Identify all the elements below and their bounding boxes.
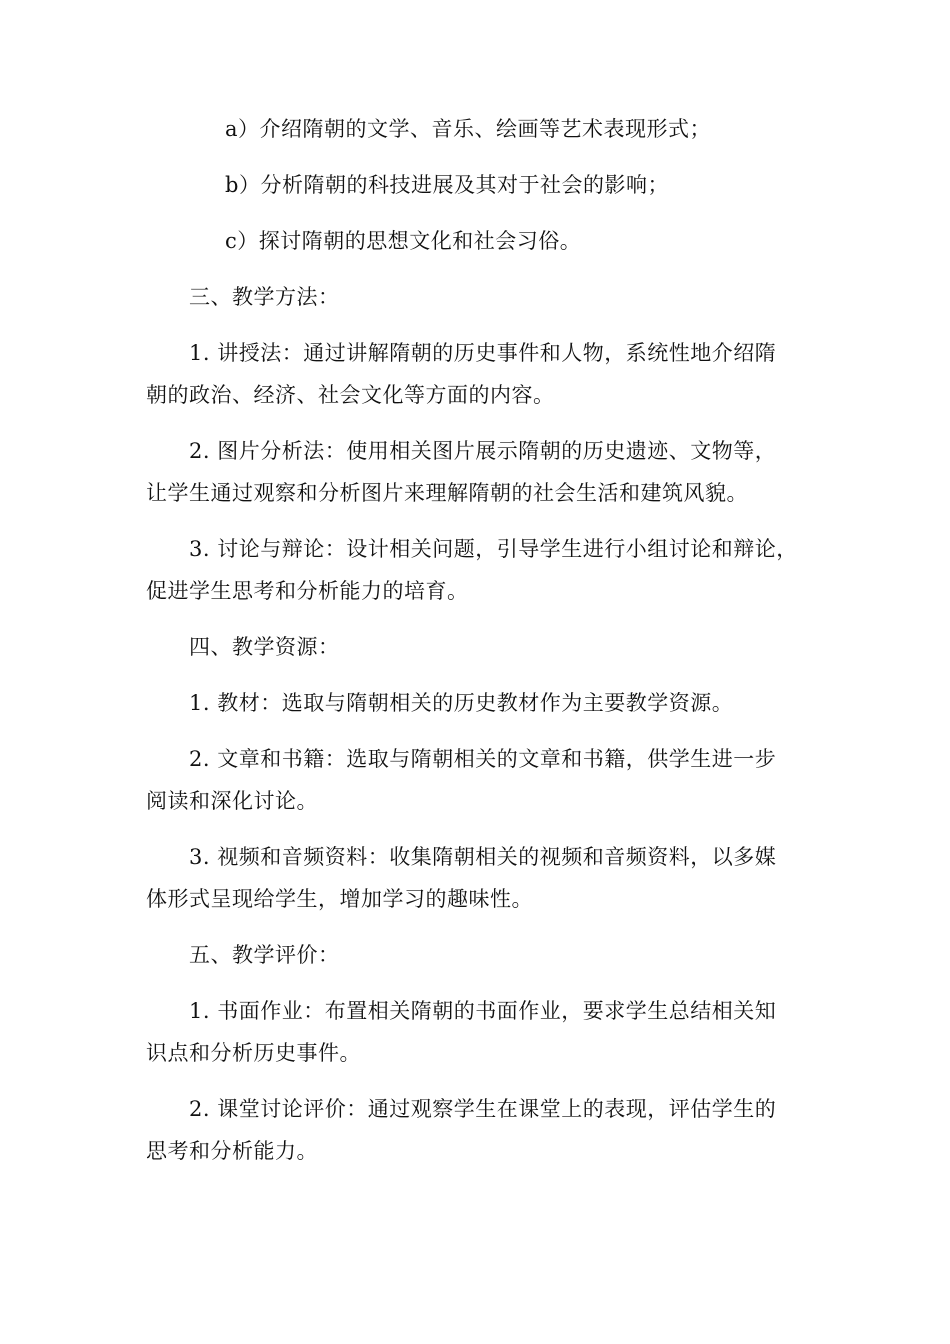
list-item-line: 2. 图片分析法：使用相关图片展示隋朝的历史遗迹、文物等， — [189, 439, 777, 463]
list-item — [146, 528, 806, 612]
list-item — [146, 682, 806, 724]
list-item — [146, 738, 806, 822]
list-item — [146, 1088, 806, 1172]
list-item-line: 3. 视频和音频资料：收集隋朝相关的视频和音频资料，以多媒 — [189, 845, 777, 869]
list-item-line: 1. 教材：选取与隋朝相关的历史教材作为主要教学资源。 — [189, 691, 734, 715]
list-item-line: 体形式呈现给学生，增加学习的趣味性。 — [146, 887, 533, 911]
document-body — [146, 108, 806, 1186]
list-item-line: 3. 讨论与辩论：设计相关问题，引导学生进行小组讨论和辩论， — [189, 537, 798, 561]
list-item-line: 1. 书面作业：布置相关隋朝的书面作业，要求学生总结相关知 — [189, 999, 777, 1023]
list-item-line: 让学生通过观察和分析图片来理解隋朝的社会生活和建筑风貌。 — [146, 481, 748, 505]
list-item-line: 促进学生思考和分析能力的培育。 — [146, 579, 469, 603]
section-heading-evaluation: 五、教学评价： — [189, 943, 340, 967]
list-item — [146, 430, 806, 514]
list-item — [146, 836, 806, 920]
sub-item-b: b）分析隋朝的科技进展及其对于社会的影响； — [225, 173, 669, 197]
list-item-line: 2. 课堂讨论评价：通过观察学生在课堂上的表现，评估学生的 — [189, 1097, 777, 1121]
list-item-line: 识点和分析历史事件。 — [146, 1041, 361, 1065]
list-item-line: 阅读和深化讨论。 — [146, 789, 318, 813]
section-heading-methods: 三、教学方法： — [189, 285, 340, 309]
list-item — [146, 332, 806, 416]
list-item-line: 1. 讲授法：通过讲解隋朝的历史事件和人物，系统性地介绍隋 — [189, 341, 777, 365]
sub-item-c: c）探讨隋朝的思想文化和社会习俗。 — [225, 229, 582, 253]
list-item-line: 思考和分析能力。 — [146, 1139, 318, 1163]
sub-item-a: a）介绍隋朝的文学、音乐、绘画等艺术表现形式； — [225, 117, 712, 141]
list-item-line: 2. 文章和书籍：选取与隋朝相关的文章和书籍，供学生进一步 — [189, 747, 777, 771]
list-item — [146, 990, 806, 1074]
section-heading-resources: 四、教学资源： — [189, 635, 340, 659]
list-item-line: 朝的政治、经济、社会文化等方面的内容。 — [146, 383, 555, 407]
